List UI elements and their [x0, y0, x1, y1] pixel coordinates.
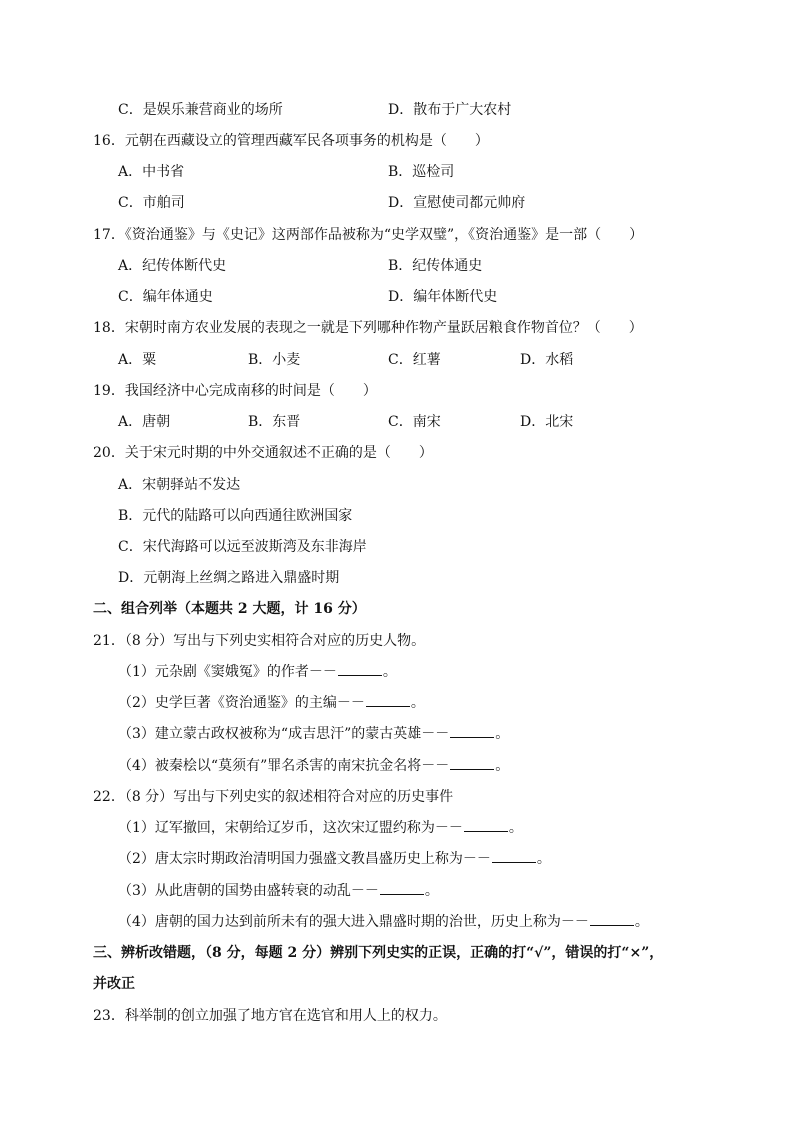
q21-item-1-row	[0, 661, 794, 683]
q21-item-3-row	[0, 723, 794, 745]
q21-item-4-text: （4）被秦桧以“莫须有”罪名杀害的南宋抗金名将－－	[118, 758, 450, 774]
q22-item-2-end: 。	[536, 851, 551, 867]
q20-option-b: B．元代的陆路可以向西通往欧洲国家	[118, 508, 353, 524]
answer-blank[interactable]	[380, 880, 424, 895]
q15-options-row	[0, 99, 794, 121]
q21-item-4-end: 。	[495, 758, 510, 774]
q16-option-b: B．巡检司	[388, 164, 455, 180]
q21-item-4	[118, 755, 509, 777]
q18-options-row	[0, 349, 794, 371]
q22-stem-row	[0, 786, 794, 808]
q21-item-2-end: 。	[410, 695, 425, 711]
q17-stem-row	[0, 224, 794, 246]
q20-option-c: C．宋代海路可以远至波斯湾及东非海岸	[118, 539, 367, 555]
answer-blank[interactable]	[464, 817, 508, 832]
q17-option-a: A．纪传体断代史	[118, 258, 227, 274]
q18-option-c: C．红薯	[388, 352, 441, 368]
q17-option-d: D．编年体断代史	[388, 289, 498, 305]
q22-item-4-row	[0, 911, 794, 933]
q17-options-row-2	[0, 286, 794, 308]
q21-item-2-text: （2）史学巨著《资治通鉴》的主编－－	[118, 695, 365, 711]
q19-option-c: C．南宋	[388, 414, 441, 430]
q18-stem-row	[0, 317, 794, 339]
q19-option-d: D．北宋	[520, 414, 574, 430]
q20-stem: 20．关于宋元时期的中外交通叙述不正确的是（ ）	[93, 445, 433, 461]
q21-item-1-text: （1）元杂剧《窦娥冤》的作者－－	[118, 664, 337, 680]
q22-item-1-row	[0, 817, 794, 839]
q18-option-a: A．粟	[118, 352, 157, 368]
q17-option-b: B．纪传体通史	[388, 258, 483, 274]
q21-stem-row	[0, 630, 794, 652]
q20-option-c-row	[0, 536, 794, 558]
section-2-heading-row	[0, 598, 794, 620]
q16-option-c: C．市舶司	[118, 195, 185, 211]
q22-item-4	[118, 911, 649, 933]
q19-option-a: A．唐朝	[118, 414, 171, 430]
q21-item-3-end: 。	[495, 726, 510, 742]
section-3-heading-cont-row	[0, 973, 794, 995]
q21-stem: 21．（8 分）写出与下列史实相符合对应的历史人物。	[93, 633, 426, 649]
q22-item-3-row	[0, 880, 794, 902]
q16-stem: 16．元朝在西藏设立的管理西藏军民各项事务的机构是（ ）	[93, 133, 489, 149]
section-3-heading-row	[0, 942, 794, 964]
section-3-heading: 三、辨析改错题，（8 分，每题 2 分）辨别下列史实的正误，正确的打“√”，错误的打“×”，	[93, 945, 664, 961]
q22-item-3	[118, 880, 439, 902]
answer-blank[interactable]	[492, 848, 536, 863]
q15-option-c: C．是娱乐兼营商业的场所	[118, 102, 283, 118]
q17-stem: 17．《资治通鉴》与《史记》这两部作品被称为“史学双璧”，《资治通鉴》是一部（ ）	[93, 227, 644, 243]
q23-stem: 23．科举制的创立加强了地方官在选官和用人上的权力。	[93, 1008, 447, 1024]
section-3-heading-cont: 并改正	[93, 976, 135, 992]
q20-option-a: A．宋朝驿站不发达	[118, 477, 241, 493]
answer-blank[interactable]	[366, 692, 410, 707]
q22-item-4-text: （4）唐朝的国力达到前所未有的强大进入鼎盛时期的治世，历史上称为－－	[118, 914, 589, 930]
q16-options-row-2	[0, 192, 794, 214]
answer-blank[interactable]	[450, 723, 494, 738]
q18-option-d: D．水稻	[520, 352, 574, 368]
q20-option-b-row	[0, 505, 794, 527]
q19-stem: 19．我国经济中心完成南移的时间是（ ）	[93, 383, 377, 399]
answer-blank[interactable]	[338, 661, 382, 676]
q21-item-2-row	[0, 692, 794, 714]
q22-item-4-end: 。	[634, 914, 649, 930]
q19-options-row	[0, 411, 794, 433]
q21-item-4-row	[0, 755, 794, 777]
q22-stem: 22．（8 分）写出与下列史实的叙述相符合对应的历史事件	[93, 789, 454, 805]
q22-item-3-end: 。	[424, 883, 439, 899]
q21-item-3-text: （3）建立蒙古政权被称为“成吉思汗”的蒙古英雄－－	[118, 726, 450, 742]
q20-option-d-row	[0, 567, 794, 589]
q22-item-3-text: （3）从此唐朝的国势由盛转衰的动乱－－	[118, 883, 379, 899]
q17-option-c: C．编年体通史	[118, 289, 213, 305]
q19-option-b: B．东晋	[248, 414, 301, 430]
answer-blank[interactable]	[450, 755, 494, 770]
q17-options-row-1	[0, 255, 794, 277]
q22-item-1-end: 。	[508, 820, 523, 836]
q16-stem-row	[0, 130, 794, 152]
q18-stem: 18．宋朝时南方农业发展的表现之一就是下列哪种作物产量跃居粮食作物首位？（ ）	[93, 320, 643, 336]
q20-stem-row	[0, 442, 794, 464]
q20-option-d: D．元朝海上丝绸之路进入鼎盛时期	[118, 570, 340, 586]
q21-item-3	[118, 723, 509, 745]
q21-item-2	[118, 692, 425, 714]
q22-item-1-text: （1）辽军撤回，宋朝给辽岁币，这次宋辽盟约称为－－	[118, 820, 463, 836]
q18-option-b: B．小麦	[248, 352, 301, 368]
section-2-heading: 二、组合列举（本题共 2 大题，计 16 分）	[93, 601, 366, 617]
q22-item-1	[118, 817, 523, 839]
q22-item-2-row	[0, 848, 794, 870]
q22-item-2	[118, 848, 551, 870]
q21-item-1	[118, 661, 397, 683]
q19-stem-row	[0, 380, 794, 402]
q16-option-a: A．中书省	[118, 164, 185, 180]
answer-blank[interactable]	[590, 911, 634, 926]
q23-stem-row	[0, 1005, 794, 1027]
q21-item-1-end: 。	[382, 664, 397, 680]
q16-option-d: D．宣慰使司都元帅府	[388, 195, 526, 211]
q16-options-row-1	[0, 161, 794, 183]
q20-option-a-row	[0, 474, 794, 496]
q22-item-2-text: （2）唐太宗时期政治清明国力强盛文教昌盛历史上称为－－	[118, 851, 491, 867]
q15-option-d: D．散布于广大农村	[388, 102, 512, 118]
